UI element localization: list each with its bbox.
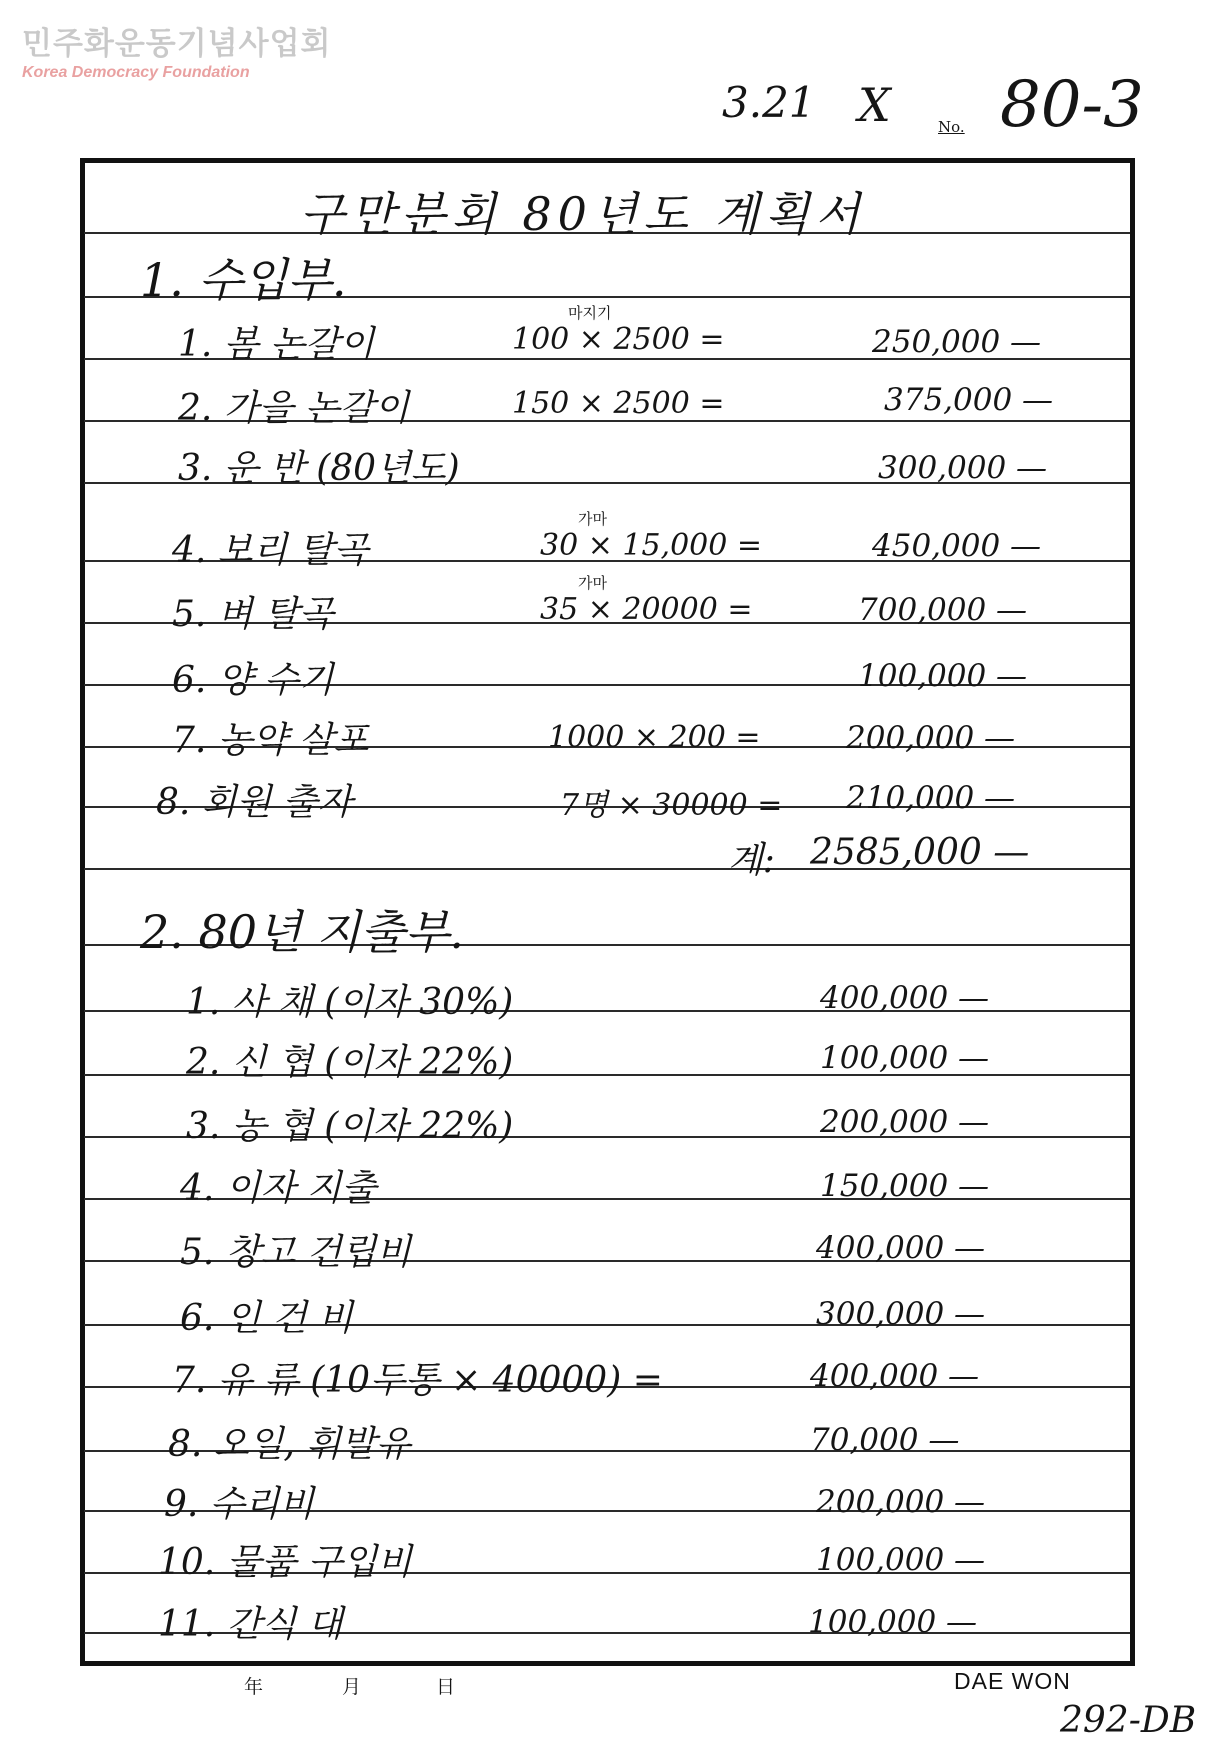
expense-row [0, 1034, 1226, 1090]
number-label: No. [938, 118, 965, 136]
income-row [0, 304, 1226, 372]
expense-item-label: 2. 신 협 (이자 22%) [186, 1042, 514, 1083]
income-row [0, 712, 1226, 768]
income-total-amount: 2585,000 — [810, 832, 1030, 873]
expense-item-amount: 300,000 — [816, 1296, 986, 1332]
income-row [0, 652, 1226, 708]
income-item-amount: 300,000 — [878, 450, 1048, 486]
expense-item-amount: 70,000 — [810, 1422, 960, 1458]
expense-item-amount: 400,000 — [816, 1230, 986, 1266]
income-item-label: 4. 보리 탈곡 [172, 530, 369, 571]
income-item-label: 5. 벼 탈곡 [172, 594, 334, 635]
expense-item-amount: 200,000 — [816, 1484, 986, 1520]
footer-day-mark: 日 [436, 1676, 456, 1698]
income-item-amount: 700,000 — [858, 592, 1028, 628]
expense-item-label: 1. 사 채 (이자 30%) [186, 982, 514, 1023]
income-heading: 1. 수입부. [140, 253, 347, 307]
income-item-amount: 250,000 — [872, 324, 1042, 360]
income-item-amount: 100,000 — [858, 658, 1028, 694]
expense-row [0, 1416, 1226, 1472]
document-title: 구만분회 80년도 계획서 [300, 187, 866, 241]
handwritten-date: 3.21 [722, 78, 816, 127]
handwritten-code: 292-DB [1060, 1700, 1197, 1740]
handwritten-x-mark: X [858, 78, 891, 132]
expense-item-label: 7. 유 류 (10두통 × 40000) = [172, 1360, 663, 1401]
income-item-amount: 375,000 — [884, 382, 1054, 418]
income-item-label: 1. 봄 논갈이 [178, 324, 375, 365]
income-total-label: 계: [728, 840, 775, 881]
expense-row [0, 974, 1226, 1030]
income-item-calc: 30 × 15,000 = [540, 528, 763, 563]
expense-item-label: 11. 간식 대 [158, 1604, 343, 1645]
income-item-note: 마지기 [568, 304, 612, 322]
income-row [0, 380, 1226, 436]
income-item-amount: 210,000 — [846, 780, 1016, 816]
income-item-amount: 200,000 — [846, 720, 1016, 756]
income-item-label: 8. 회원 출자 [156, 782, 353, 823]
foundation-logo-korean: 민주화운동기념사업회 [22, 26, 332, 62]
footer-year-mark: 年 [244, 1676, 264, 1698]
income-row [0, 440, 1226, 496]
expense-row [0, 1098, 1226, 1154]
income-row [0, 574, 1226, 642]
expense-item-label: 6. 인 건 비 [180, 1298, 354, 1339]
income-item-calc: 150 × 2500 = [512, 386, 725, 421]
expense-item-label: 4. 이자 지출 [180, 1168, 377, 1209]
income-item-calc: 100 × 2500 = [512, 322, 725, 357]
expense-heading: 2. 80년 지출부. [140, 905, 465, 959]
expense-row [0, 1290, 1226, 1346]
income-item-calc: 1000 × 200 = [548, 720, 761, 755]
expense-item-label: 10. 물품 구입비 [158, 1542, 413, 1583]
expense-row [0, 1476, 1226, 1532]
income-item-calc: 35 × 20000 = [540, 592, 753, 627]
expense-item-label: 8. 오일, 휘발유 [168, 1424, 411, 1465]
expense-item-label: 9. 수리비 [164, 1484, 315, 1525]
income-item-amount: 450,000 — [872, 528, 1042, 564]
income-item-note: 가마 [578, 574, 607, 592]
expense-row [0, 1352, 1226, 1408]
expense-row [0, 1596, 1226, 1652]
income-item-calc: 7명 × 30000 = [560, 788, 783, 823]
expense-row [0, 1160, 1226, 1216]
expense-item-label: 5. 창고 건립비 [180, 1232, 412, 1273]
expense-item-label: 3. 농 협 (이자 22%) [186, 1106, 514, 1147]
expense-item-amount: 100,000 — [808, 1604, 978, 1640]
expense-row [0, 1534, 1226, 1590]
expense-item-amount: 100,000 — [820, 1040, 990, 1076]
expense-item-amount: 200,000 — [820, 1104, 990, 1140]
income-row [0, 774, 1226, 830]
income-item-label: 7. 농약 살포 [172, 720, 369, 761]
expense-row [0, 1224, 1226, 1280]
expense-item-amount: 400,000 — [810, 1358, 980, 1394]
income-item-label: 2. 가을 논갈이 [178, 388, 410, 429]
income-row [0, 510, 1226, 578]
foundation-logo-english: Korea Democracy Foundation [22, 64, 250, 81]
income-item-label: 6. 양 수기 [172, 660, 334, 701]
income-item-note: 가마 [578, 510, 607, 528]
expense-item-amount: 400,000 — [820, 980, 990, 1016]
document-number: 80-3 [1000, 68, 1144, 142]
expense-item-amount: 100,000 — [816, 1542, 986, 1578]
income-item-label: 3. 운 반 (80년도) [178, 448, 460, 489]
footer-month-mark: 月 [342, 1676, 362, 1698]
paper-brand: DAE WON [954, 1668, 1071, 1694]
expense-item-amount: 150,000 — [820, 1168, 990, 1204]
